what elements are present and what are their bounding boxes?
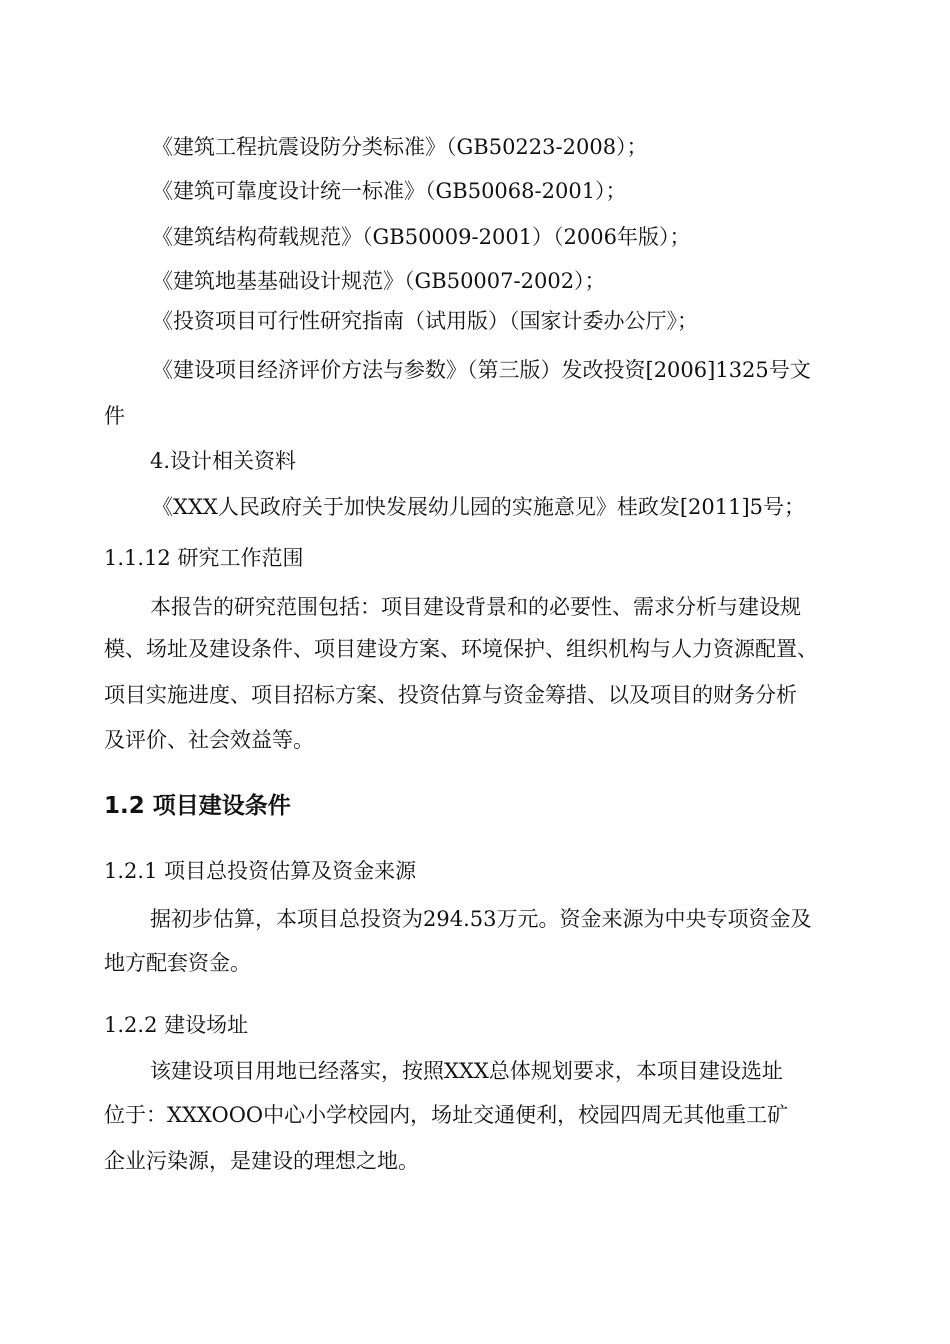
design-materials-line: 《XXX人民政府关于加快发展幼儿园的实施意见》桂政发[2011]5号； (152, 495, 806, 519)
scope-heading: 1.1.12 研究工作范围 (104, 546, 304, 570)
reference-line: 《建筑可靠度设计统一标准》（GB50068-2001）； (152, 179, 627, 203)
site-paragraph-line: 位于：XXXOOO中心小学校园内，场址交通便利，校园四周无其他重工矿 (104, 1103, 789, 1127)
design-materials-heading: 4.设计相关资料 (150, 449, 297, 473)
reference-line-continued: 件 (104, 404, 125, 428)
scope-paragraph-line: 及评价、社会效益等。 (104, 728, 314, 752)
section-heading: 1.2 项目建设条件 (104, 793, 291, 819)
scope-paragraph-line: 模、场址及建设条件、项目建设方案、环境保护、组织机构与人力资源配置、 (104, 637, 818, 661)
scope-paragraph-line: 本报告的研究范围包括：项目建设背景和的必要性、需求分析与建设规 (150, 595, 801, 619)
site-paragraph-line: 该建设项目用地已经落实，按照XXX总体规划要求，本项目建设选址 (150, 1059, 783, 1083)
investment-paragraph-line: 地方配套资金。 (104, 951, 251, 975)
reference-line: 《建设项目经济评价方法与参数》（第三版）发改投资[2006]1325号文 (152, 358, 811, 382)
site-paragraph-line: 企业污染源，是建设的理想之地。 (104, 1149, 419, 1173)
investment-paragraph-line: 据初步估算，本项目总投资为294.53万元。资金来源为中央专项资金及 (150, 907, 812, 931)
reference-line: 《建筑结构荷载规范》（GB50009-2001）（2006年版）； (152, 225, 691, 249)
investment-heading: 1.2.1 项目总投资估算及资金来源 (104, 859, 417, 883)
reference-line: 《建筑工程抗震设防分类标准》（GB50223-2008）； (152, 135, 648, 159)
reference-line: 《建筑地基基础设计规范》（GB50007-2002）； (152, 269, 606, 293)
reference-line: 《投资项目可行性研究指南（试用版）（国家计委办公厅》； (152, 309, 698, 333)
scope-paragraph-line: 项目实施进度、项目招标方案、投资估算与资金筹措、以及项目的财务分析 (104, 683, 797, 707)
site-heading: 1.2.2 建设场址 (104, 1013, 249, 1037)
